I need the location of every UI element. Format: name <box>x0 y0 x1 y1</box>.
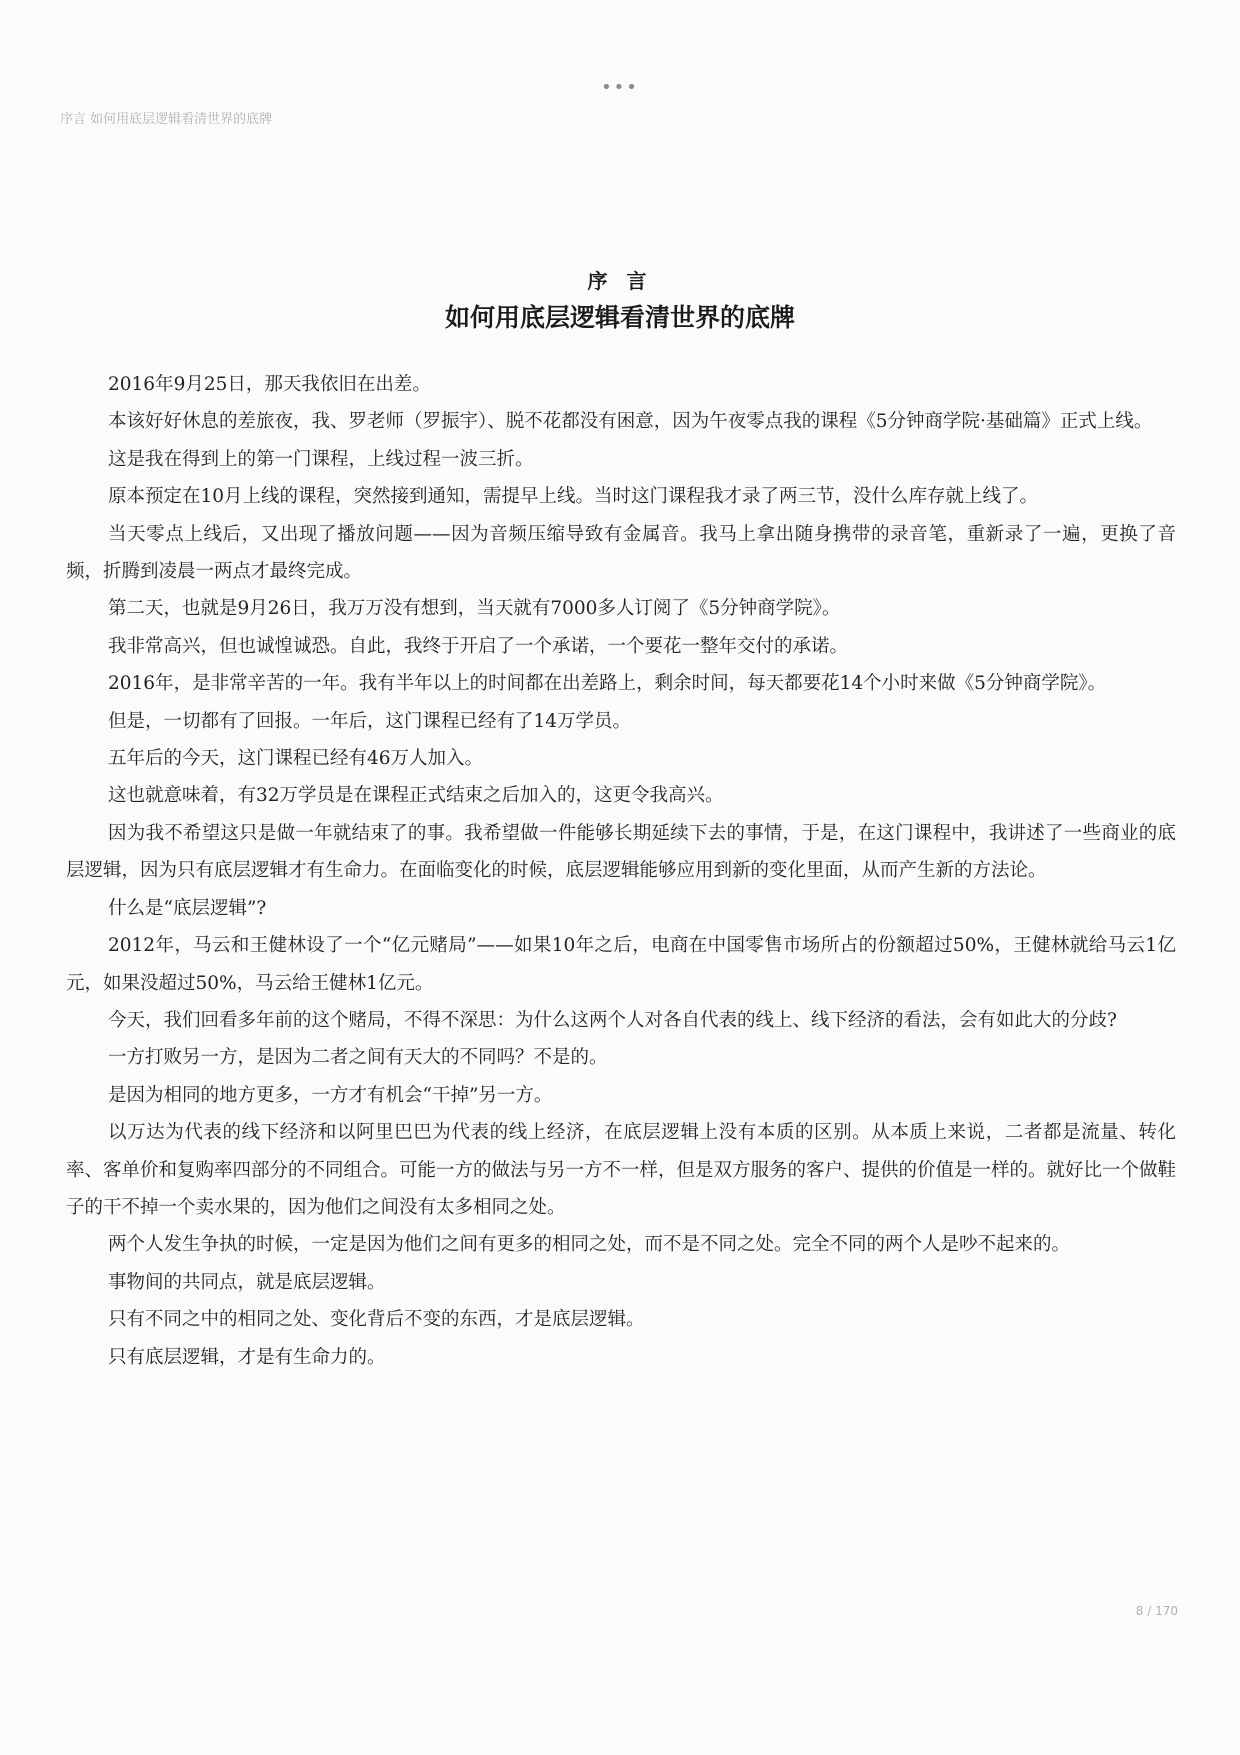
paragraph: 这是我在得到上的第一门课程，上线过程一波三折。 <box>108 448 534 470</box>
paragraph: 只有底层逻辑，才是有生命力的。 <box>108 1346 386 1368</box>
page-number: 8 / 170 <box>1135 1604 1178 1618</box>
paragraph: 以万达为代表的线下经济和以阿里巴巴为代表的线上经济，在底层逻辑上没有本质的区别。从本质上来说，二者都是流量、转化率、客单价和复购率四部分的不同组合。可能一方的做法与另一方不一样，但是双方服务的客户、提供的价值是一样的。就好比一个做鞋子的干不掉一个卖水果的，因为他们之间没有太多相同之处。 <box>66 1122 1177 1218</box>
paragraph: 只有不同之中的相同之处、变化背后不变的东西，才是底层逻辑。 <box>108 1309 645 1331</box>
paragraph: 但是，一切都有了回报。一年后，这门课程已经有了14万学员。 <box>108 710 632 732</box>
paragraph: 什么是“底层逻辑”? <box>108 897 267 919</box>
paragraph: 五年后的今天，这门课程已经有46万人加入。 <box>108 748 484 770</box>
paragraph: 这也就意味着，有32万学员是在课程正式结束之后加入的，这更令我高兴。 <box>108 785 724 807</box>
paragraph: 今天，我们回看多年前的这个赌局，不得不深思：为什么这两个人对各自代表的线上、线下经济的看法，会有如此大的分歧? <box>108 1009 1117 1031</box>
paragraph: 2016年，是非常辛苦的一年。我有半年以上的时间都在出差路上，剩余时间，每天都要花14个小时来做《5分钟商学院》。 <box>108 673 1107 695</box>
chapter-title: 如何用底层逻辑看清世界的底牌 <box>444 303 795 332</box>
paragraph: 事物间的共同点，就是底层逻辑。 <box>108 1271 386 1293</box>
paragraph: 一方打败另一方，是因为二者之间有天大的不同吗？不是的。 <box>108 1047 608 1069</box>
paragraph: 2012年，马云和王健林设了一个“亿元赌局”——如果10年之后，电商在中国零售市场所占的份额超过50%，王健林就给马云1亿元，如果没超过50%，马云给王健林1亿元。 <box>66 935 1176 994</box>
paragraph: 因为我不希望这只是做一年就结束了的事。我希望做一件能够长期延续下去的事情，于是，在这门课程中，我讲述了一些商业的底层逻辑，因为只有底层逻辑才有生命力。在面临变化的时候，底层逻辑能够应用到新的变化里面，从而产生新的方法论。 <box>66 822 1176 882</box>
paragraph: 原本预定在10月上线的课程，突然接到通知，需提早上线。当时这门课程我才录了两三节，没什么库存就上线了。 <box>108 486 1039 508</box>
paragraph: 本该好好休息的差旅夜，我、罗老师（罗振宇）、脱不花都没有困意，因为午夜零点我的课程《5分钟商学院·基础篇》正式上线。 <box>108 411 1153 433</box>
running-head: 序言 如何用底层逻辑看清世界的底牌 <box>60 112 273 127</box>
paragraph: 2016年9月25日，那天我依旧在出差。 <box>108 374 431 395</box>
paragraph: 当天零点上线后，又出现了播放问题——因为音频压缩导致有金属音。我马上拿出随身携带的录音笔，重新录了一遍，更换了音频，折腾到凌晨一两点才最终完成。 <box>66 523 1176 583</box>
paragraph: 两个人发生争执的时候，一定是因为他们之间有更多的相同之处，而不是不同之处。完全不同的两个人是吵不起来的。 <box>108 1234 1071 1256</box>
chapter-label: 序 言 <box>587 269 653 293</box>
paragraph: 是因为相同的地方更多，一方才有机会“干掉”另一方。 <box>108 1084 553 1106</box>
body-text <box>66 366 1176 1376</box>
paragraph: 我非常高兴，但也诚惶诚恐。自此，我终于开启了一个承诺，一个要花一整年交付的承诺。 <box>108 635 849 657</box>
more-options-icon[interactable]: ••• <box>601 77 639 98</box>
paragraph: 第二天，也就是9月26日，我万万没有想到，当天就有7000多人订阅了《5分钟商学院》。 <box>108 598 841 620</box>
